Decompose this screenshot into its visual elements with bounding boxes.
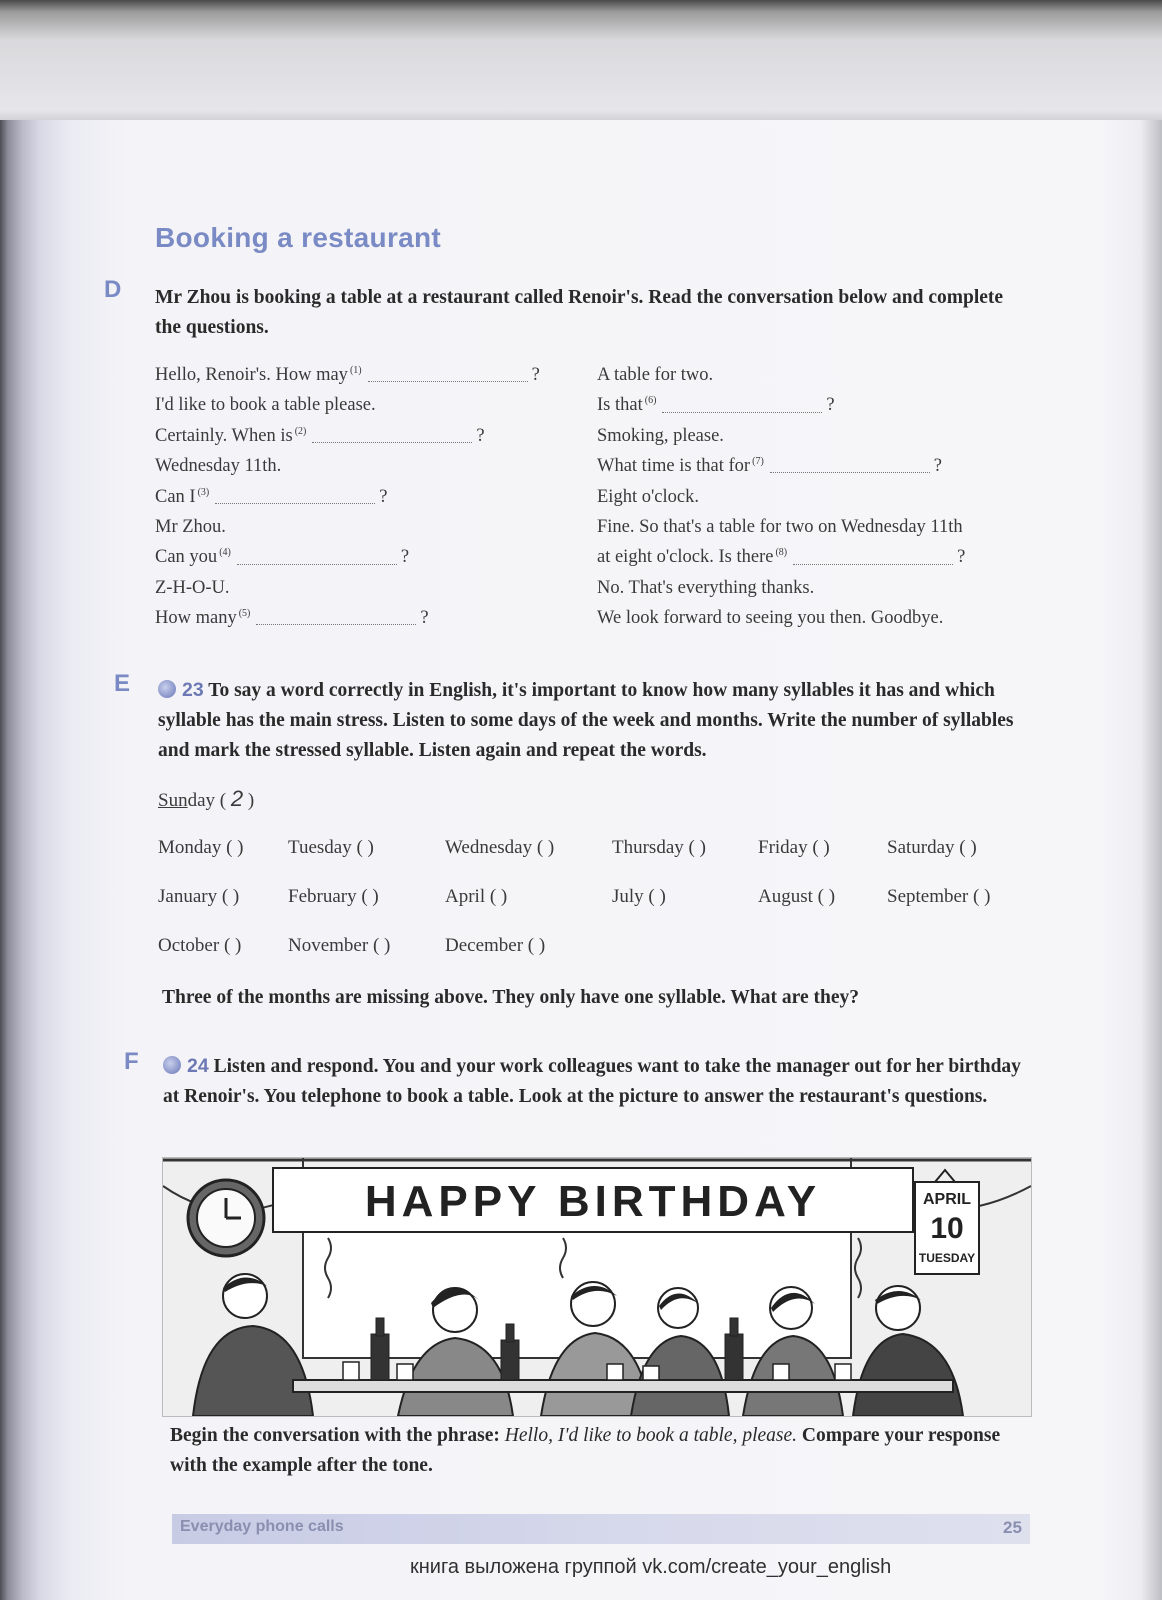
syllable-word: October ( ) — [158, 935, 242, 956]
syllable-word: Wednesday ( ) — [445, 837, 555, 858]
conversation-line: Smoking, please. — [597, 425, 724, 446]
conversation-line: Mr Zhou. — [155, 517, 226, 537]
syllable-word: April ( ) — [445, 886, 508, 907]
gap-number: (8) — [775, 547, 788, 559]
scanner-edge — [0, 0, 1162, 122]
conversation-line: Eight o'clock. — [597, 486, 699, 507]
section-f-instruction: 24 Listen and respond. You and your work colleagues want to take the manager out for her birthday at Renoir's. You telephone to book a table. Look at the picture to answer the restaurant's questions. — [163, 1055, 1021, 1107]
track-number: 23 — [182, 679, 204, 701]
banner-text: HAPPY BIRTHDAY — [364, 1177, 822, 1226]
syllable-word: December ( ) — [445, 935, 546, 956]
section-f-closing: Begin the conversation with the phrase: Hello, I'd like to book a table, please. Compare your response with the example after the tone. — [170, 1425, 1001, 1476]
missing-months-question: Three of the months are missing above. They only have one syllable. What are they? — [162, 987, 859, 1008]
conversation-line: How many $^{(5)}$ ? — [155, 608, 429, 629]
answer-gap[interactable] — [312, 428, 472, 443]
syllable-word: Saturday ( ) — [887, 837, 977, 858]
birthday-illustration — [162, 1157, 1032, 1417]
conversation-line: Z-H-O-U. — [155, 577, 230, 598]
answer-gap[interactable] — [215, 489, 375, 504]
calendar-weekday: TUESDAY — [918, 1251, 976, 1265]
conversation-line: Wednesday 11th. — [155, 456, 282, 477]
conversation-line: No. That's everything thanks. — [597, 577, 815, 598]
birthday-scene — [163, 1158, 1031, 1416]
answer-gap[interactable] — [770, 458, 930, 473]
gap-number: (6) — [644, 395, 657, 407]
gap-number: (1) — [349, 365, 362, 376]
syllable-word: Friday ( ) — [758, 837, 830, 858]
audio-cd-icon — [158, 680, 176, 698]
conversation-line: A table for two. — [597, 365, 714, 385]
example-word: Sunday ( 2 ) — [158, 786, 255, 811]
section-e-instruction: 23 To say a word correctly in English, it's important to know how many syllables it has and which syllable has the main stress. Listen to some days of the week and months. Write the number of syllables and mark the stressed syllable. Listen again and repeat the words. — [158, 679, 1014, 761]
syllable-word: February ( ) — [288, 886, 379, 907]
conversation-line: What time is that for $^{(7)}$ ? — [597, 456, 942, 477]
section-f-letter: F — [124, 1048, 139, 1075]
audio-cd-icon — [163, 1056, 181, 1074]
calendar-month: APRIL — [923, 1191, 971, 1208]
section-title: Booking a restaurant — [155, 222, 442, 253]
conversation-line: Is that $^{(6)}$ ? — [597, 395, 835, 416]
syllable-word: November ( ) — [288, 935, 391, 956]
gap-number: (3) — [197, 486, 210, 498]
conversation-line: Can you $^{(4)}$ ? — [155, 547, 410, 568]
gap-number: (2) — [294, 425, 307, 437]
syllable-word: Tuesday ( ) — [288, 837, 374, 858]
footer-label: Everyday phone calls — [180, 1518, 344, 1535]
gap-number: (5) — [238, 608, 251, 620]
syllable-word: January ( ) — [158, 886, 240, 907]
answer-gap[interactable] — [237, 550, 397, 565]
conversation-line: I'd like to book a table please. — [155, 395, 376, 416]
section-d-letter: D — [104, 276, 122, 303]
calendar-day: 10 — [930, 1212, 964, 1245]
syllable-word: Monday ( ) — [158, 837, 244, 858]
conversation-line: Can I $^{(3)}$ ? — [155, 486, 388, 507]
watermark-text: книга выложена группой vk.com/create_your_english — [410, 1556, 892, 1578]
conversation-line: Certainly. When is $^{(2)}$ ? — [155, 425, 485, 446]
track-number: 24 — [187, 1055, 209, 1077]
conversation-line: at eight o'clock. Is there $^{(8)}$ ? — [597, 547, 966, 568]
syllable-word: July ( ) — [612, 886, 666, 907]
gap-number: (7) — [752, 456, 764, 468]
section-e-letter: E — [114, 670, 131, 697]
syllable-word: September ( ) — [887, 886, 991, 907]
conversation-line: Hello, Renoir's. How may $^{(1)}$ ? — [155, 365, 540, 386]
syllable-word: Thursday ( ) — [612, 837, 706, 858]
gap-number: (4) — [219, 547, 231, 559]
answer-gap[interactable] — [368, 367, 528, 382]
conversation-line: We look forward to seeing you then. Goodbye. — [597, 608, 944, 629]
answer-gap[interactable] — [793, 550, 953, 565]
answer-gap[interactable] — [256, 610, 416, 625]
section-d-instruction: Mr Zhou is booking a table at a restaurant called Renoir's. Read the conversation below and complete the questions. — [155, 287, 1004, 338]
syllable-word: August ( ) — [758, 886, 836, 907]
conversation-line: Fine. So that's a table for two on Wednesday 11th — [597, 517, 963, 537]
answer-gap[interactable] — [662, 398, 822, 413]
page-number: 25 — [1003, 1518, 1022, 1537]
